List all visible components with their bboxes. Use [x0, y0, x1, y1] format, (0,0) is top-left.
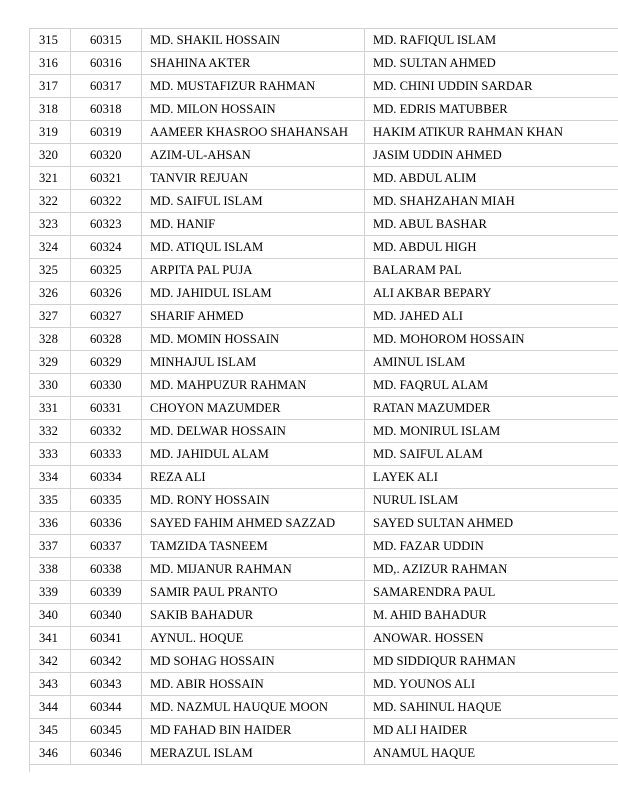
name-cell: SAMIR PAUL PRANTO	[142, 581, 365, 604]
roll-cell: 60334	[71, 466, 142, 489]
serial-cell: 337	[30, 535, 71, 558]
father-name-cell: ALI AKBAR BEPARY	[365, 282, 618, 305]
table-row	[30, 696, 618, 719]
roll-cell: 60340	[71, 604, 142, 627]
serial-cell: 326	[30, 282, 71, 305]
name-cell: REZA ALI	[142, 466, 365, 489]
father-name-cell: ANAMUL HAQUE	[365, 742, 618, 765]
table-row	[30, 190, 618, 213]
name-cell: MD. DELWAR HOSSAIN	[142, 420, 365, 443]
name-cell: MD. SAIFUL ISLAM	[142, 190, 365, 213]
father-name-cell: JASIM UDDIN AHMED	[365, 144, 618, 167]
roll-cell: 60341	[71, 627, 142, 650]
father-name-cell: RATAN MAZUMDER	[365, 397, 618, 420]
roll-cell: 60344	[71, 696, 142, 719]
table-row	[30, 627, 618, 650]
roll-cell: 60337	[71, 535, 142, 558]
roll-cell: 60331	[71, 397, 142, 420]
father-name-cell: SAMARENDRA PAUL	[365, 581, 618, 604]
name-cell: MERAZUL ISLAM	[142, 742, 365, 765]
roll-cell: 60345	[71, 719, 142, 742]
serial-cell: 324	[30, 236, 71, 259]
father-name-cell: MD,. AZIZUR RAHMAN	[365, 558, 618, 581]
father-name-cell: MD. SULTAN AHMED	[365, 52, 618, 75]
serial-cell: 318	[30, 98, 71, 121]
father-name-cell: MD. RAFIQUL ISLAM	[365, 29, 618, 52]
table-row	[30, 75, 618, 98]
name-cell: MD SOHAG HOSSAIN	[142, 650, 365, 673]
roll-cell: 60330	[71, 374, 142, 397]
father-name-cell: ANOWAR. HOSSEN	[365, 627, 618, 650]
roll-cell: 60327	[71, 305, 142, 328]
roll-cell: 60320	[71, 144, 142, 167]
roll-cell: 60324	[71, 236, 142, 259]
father-name-cell: M. AHID BAHADUR	[365, 604, 618, 627]
name-cell: AZIM-UL-AHSAN	[142, 144, 365, 167]
name-cell: MD. JAHIDUL ALAM	[142, 443, 365, 466]
table-row	[30, 167, 618, 190]
name-cell: SHAHINA AKTER	[142, 52, 365, 75]
serial-cell: 334	[30, 466, 71, 489]
roll-cell: 60316	[71, 52, 142, 75]
serial-cell: 316	[30, 52, 71, 75]
roster-table	[29, 28, 618, 765]
serial-cell: 340	[30, 604, 71, 627]
name-cell: MD FAHAD BIN HAIDER	[142, 719, 365, 742]
name-cell: MD. ATIQUL ISLAM	[142, 236, 365, 259]
table-row	[30, 52, 618, 75]
serial-cell: 338	[30, 558, 71, 581]
roll-cell: 60328	[71, 328, 142, 351]
serial-cell: 325	[30, 259, 71, 282]
father-name-cell: LAYEK ALI	[365, 466, 618, 489]
father-name-cell: MD SIDDIQUR RAHMAN	[365, 650, 618, 673]
table-row	[30, 98, 618, 121]
father-name-cell: MD. SAHINUL HAQUE	[365, 696, 618, 719]
name-cell: SHARIF AHMED	[142, 305, 365, 328]
roll-cell: 60339	[71, 581, 142, 604]
serial-cell: 327	[30, 305, 71, 328]
roll-cell: 60336	[71, 512, 142, 535]
father-name-cell: MD. YOUNOS ALI	[365, 673, 618, 696]
serial-cell: 315	[30, 29, 71, 52]
roll-cell: 60338	[71, 558, 142, 581]
table-row	[30, 443, 618, 466]
roll-cell: 60346	[71, 742, 142, 765]
roll-cell: 60342	[71, 650, 142, 673]
father-name-cell: SAYED SULTAN AHMED	[365, 512, 618, 535]
table-row	[30, 259, 618, 282]
roll-cell: 60318	[71, 98, 142, 121]
table-row	[30, 581, 618, 604]
table-row	[30, 742, 618, 765]
table-row	[30, 650, 618, 673]
name-cell: MD. MIJANUR RAHMAN	[142, 558, 365, 581]
table-row	[30, 144, 618, 167]
serial-cell: 333	[30, 443, 71, 466]
roll-cell: 60335	[71, 489, 142, 512]
table-row	[30, 328, 618, 351]
table-row	[30, 282, 618, 305]
name-cell: MD. RONY HOSSAIN	[142, 489, 365, 512]
serial-cell: 345	[30, 719, 71, 742]
father-name-cell: MD ALI HAIDER	[365, 719, 618, 742]
table-row	[30, 236, 618, 259]
table-row	[30, 420, 618, 443]
table-row	[30, 512, 618, 535]
serial-cell: 332	[30, 420, 71, 443]
name-cell: MD. MILON HOSSAIN	[142, 98, 365, 121]
roll-cell: 60332	[71, 420, 142, 443]
name-cell: SAYED FAHIM AHMED SAZZAD	[142, 512, 365, 535]
father-name-cell: MD. JAHED ALI	[365, 305, 618, 328]
serial-cell: 329	[30, 351, 71, 374]
table-row	[30, 489, 618, 512]
name-cell: MD. JAHIDUL ISLAM	[142, 282, 365, 305]
name-cell: MD. ABIR HOSSAIN	[142, 673, 365, 696]
table-row	[30, 558, 618, 581]
roll-cell: 60321	[71, 167, 142, 190]
serial-cell: 319	[30, 121, 71, 144]
roll-cell: 60325	[71, 259, 142, 282]
serial-cell: 339	[30, 581, 71, 604]
table-row	[30, 397, 618, 420]
table-row	[30, 604, 618, 627]
name-cell: AYNUL. HOQUE	[142, 627, 365, 650]
serial-cell: 322	[30, 190, 71, 213]
serial-cell: 328	[30, 328, 71, 351]
serial-cell: 344	[30, 696, 71, 719]
roll-cell: 60315	[71, 29, 142, 52]
father-name-cell: BALARAM PAL	[365, 259, 618, 282]
table-row	[30, 719, 618, 742]
father-name-cell: MD. SAIFUL ALAM	[365, 443, 618, 466]
father-name-cell: MD. MOHOROM HOSSAIN	[365, 328, 618, 351]
serial-cell: 346	[30, 742, 71, 765]
roll-cell: 60323	[71, 213, 142, 236]
father-name-cell: MD. MONIRUL ISLAM	[365, 420, 618, 443]
roster-table-body	[30, 29, 618, 765]
father-name-cell: AMINUL ISLAM	[365, 351, 618, 374]
table-row	[30, 305, 618, 328]
father-name-cell: MD. ABDUL HIGH	[365, 236, 618, 259]
roll-cell: 60333	[71, 443, 142, 466]
table-row	[30, 213, 618, 236]
roll-cell: 60329	[71, 351, 142, 374]
roll-cell: 60319	[71, 121, 142, 144]
father-name-cell: MD. EDRIS MATUBBER	[365, 98, 618, 121]
name-cell: TANVIR REJUAN	[142, 167, 365, 190]
name-cell: SAKIB BAHADUR	[142, 604, 365, 627]
serial-cell: 343	[30, 673, 71, 696]
serial-cell: 341	[30, 627, 71, 650]
name-cell: MD. MAHPUZUR RAHMAN	[142, 374, 365, 397]
name-cell: MD. MUSTAFIZUR RAHMAN	[142, 75, 365, 98]
father-name-cell: MD. ABDUL ALIM	[365, 167, 618, 190]
serial-cell: 335	[30, 489, 71, 512]
name-cell: MD. NAZMUL HAUQUE MOON	[142, 696, 365, 719]
table-row	[30, 374, 618, 397]
table-continuation-line	[29, 756, 30, 772]
roll-cell: 60343	[71, 673, 142, 696]
name-cell: MD. HANIF	[142, 213, 365, 236]
roll-cell: 60326	[71, 282, 142, 305]
serial-cell: 317	[30, 75, 71, 98]
name-cell: MINHAJUL ISLAM	[142, 351, 365, 374]
serial-cell: 330	[30, 374, 71, 397]
name-cell: CHOYON MAZUMDER	[142, 397, 365, 420]
serial-cell: 336	[30, 512, 71, 535]
table-row	[30, 673, 618, 696]
serial-cell: 331	[30, 397, 71, 420]
name-cell: MD. SHAKIL HOSSAIN	[142, 29, 365, 52]
name-cell: ARPITA PAL PUJA	[142, 259, 365, 282]
table-row	[30, 121, 618, 144]
father-name-cell: NURUL ISLAM	[365, 489, 618, 512]
name-cell: MD. MOMIN HOSSAIN	[142, 328, 365, 351]
father-name-cell: MD. FAZAR UDDIN	[365, 535, 618, 558]
father-name-cell: HAKIM ATIKUR RAHMAN KHAN	[365, 121, 618, 144]
table-row	[30, 351, 618, 374]
roll-cell: 60317	[71, 75, 142, 98]
serial-cell: 320	[30, 144, 71, 167]
serial-cell: 323	[30, 213, 71, 236]
table-row	[30, 29, 618, 52]
father-name-cell: MD. ABUL BASHAR	[365, 213, 618, 236]
name-cell: TAMZIDA TASNEEM	[142, 535, 365, 558]
father-name-cell: MD. CHINI UDDIN SARDAR	[365, 75, 618, 98]
table-row	[30, 466, 618, 489]
father-name-cell: MD. FAQRUL ALAM	[365, 374, 618, 397]
serial-cell: 342	[30, 650, 71, 673]
name-cell: AAMEER KHASROO SHAHANSAH	[142, 121, 365, 144]
father-name-cell: MD. SHAHZAHAN MIAH	[365, 190, 618, 213]
serial-cell: 321	[30, 167, 71, 190]
roll-cell: 60322	[71, 190, 142, 213]
table-row	[30, 535, 618, 558]
